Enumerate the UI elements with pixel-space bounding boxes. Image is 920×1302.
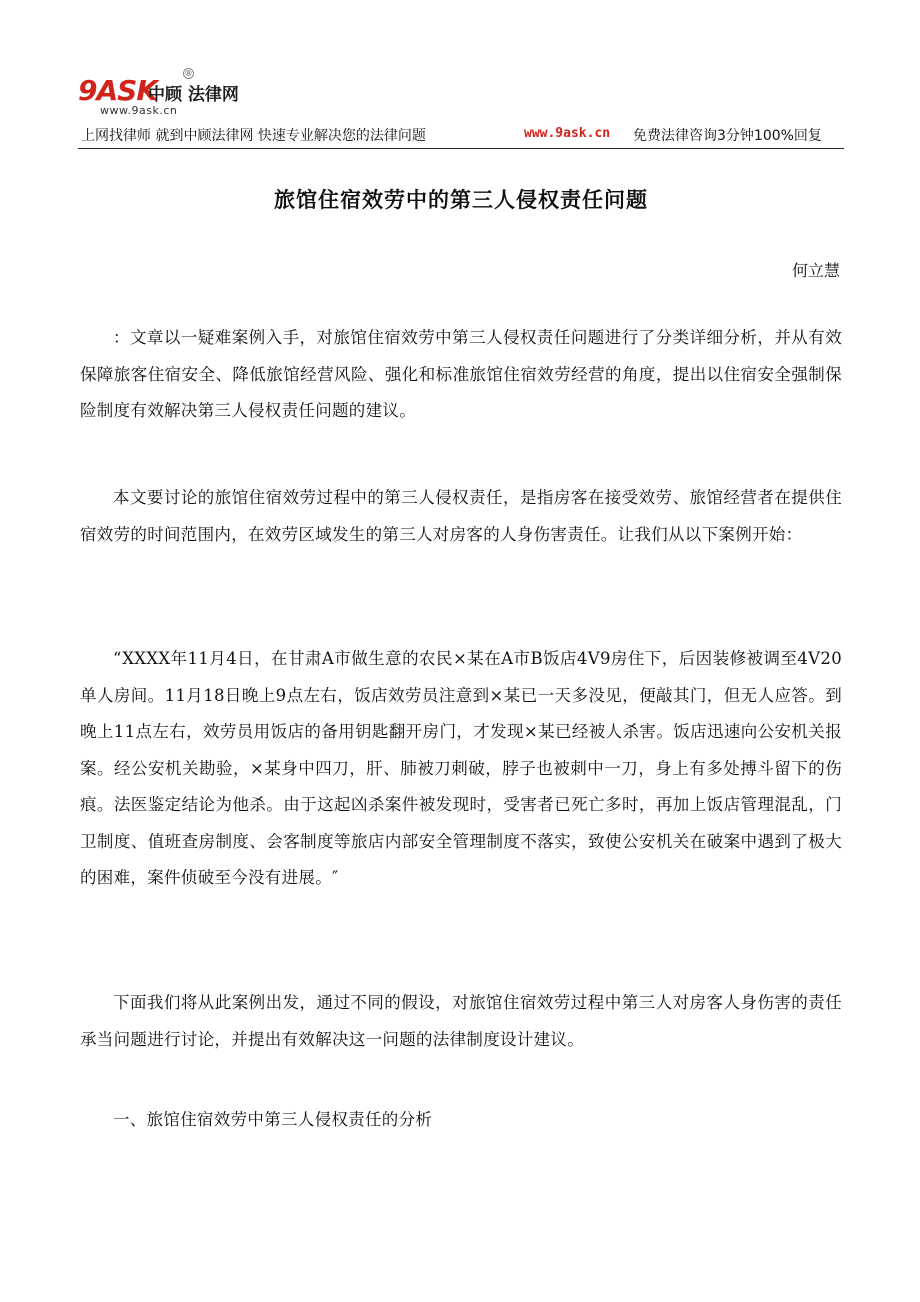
- site-logo[interactable]: [78, 69, 278, 120]
- abstract-paragraph: ：文章以一疑难案例入手，对旅馆住宿效劳中第三人侵权责任问题进行了分类详细分析，并从有效保障旅客住宿安全、降低旅馆经营风险、强化和标准旅馆住宿效劳经营的角度，提出以住宿安全强制保险制度有效解决第三人侵权责任问题的建议。: [80, 328, 842, 420]
- intro-paragraph: 本文要讨论的旅馆住宿效劳过程中的第三人侵权责任，是指房客在接受效劳、旅馆经营者在提供住宿效劳的时间范围内，在效劳区域发生的第三人对房客的人身伤害责任。让我们从以下案例开始：: [80, 488, 842, 544]
- section-heading: 一、旅馆住宿效劳中第三人侵权责任的分析: [113, 1110, 433, 1129]
- logo-mark: [78, 76, 157, 106]
- page-header: [78, 62, 844, 152]
- discussion-paragraph: 下面我们将从此案例出发，通过不同的假设，对旅馆住宿效劳过程中第三人对房客人身伤害的责任承当问题进行讨论，并提出有效解决这一问题的法律制度设计建议。: [80, 993, 842, 1049]
- logo-url: www.9ask.cn: [100, 104, 178, 117]
- header-site-link[interactable]: www.9ask.cn: [524, 126, 611, 141]
- header-divider: [78, 148, 844, 149]
- logo-brand-text: 中顾 法律网: [148, 85, 239, 105]
- logo-ask: ASK: [96, 74, 158, 107]
- header-consult-text: 免费法律咨询3分钟100%回复: [633, 128, 822, 144]
- case-quote-paragraph: “XXXX年11月4日，在甘肃A市做生意的农民×某在A市B饭店4V9房住下，后因装修被调至4V20单人房间。11月18日晚上9点左右，饭店效劳员注意到×某已一天多没见，便敲其门，但无人应答。到晚上11点左右，效劳员用饭店的备用钥匙翻开房门，才发现×某已经被人杀害。饭店迅速向公安机关报案。经公安机关勘验，×某身中四刀，肝、肺被刀刺破，脖子也被刺中一刀，身上有多处搏斗留下的伤痕。法医鉴定结论为他杀。由于这起凶杀案件被发现时，受害者已死亡多时，再加上饭店管理混乱，门卫制度、值班查房制度、会客制度等旅店内部安全管理制度不落实，致使公安机关在破案中遇到了极大的困难，案件侦破至今没有进展。″: [80, 649, 842, 887]
- logo-nine: 9: [78, 74, 97, 107]
- header-slogan: 上网找律师 就到中顾法律网 快速专业解决您的法律问题: [81, 128, 426, 144]
- document-title: 旅馆住宿效劳中的第三人侵权责任问题: [274, 188, 648, 212]
- registered-mark-icon: ®: [184, 69, 193, 78]
- document-author: 何立慧: [791, 261, 840, 280]
